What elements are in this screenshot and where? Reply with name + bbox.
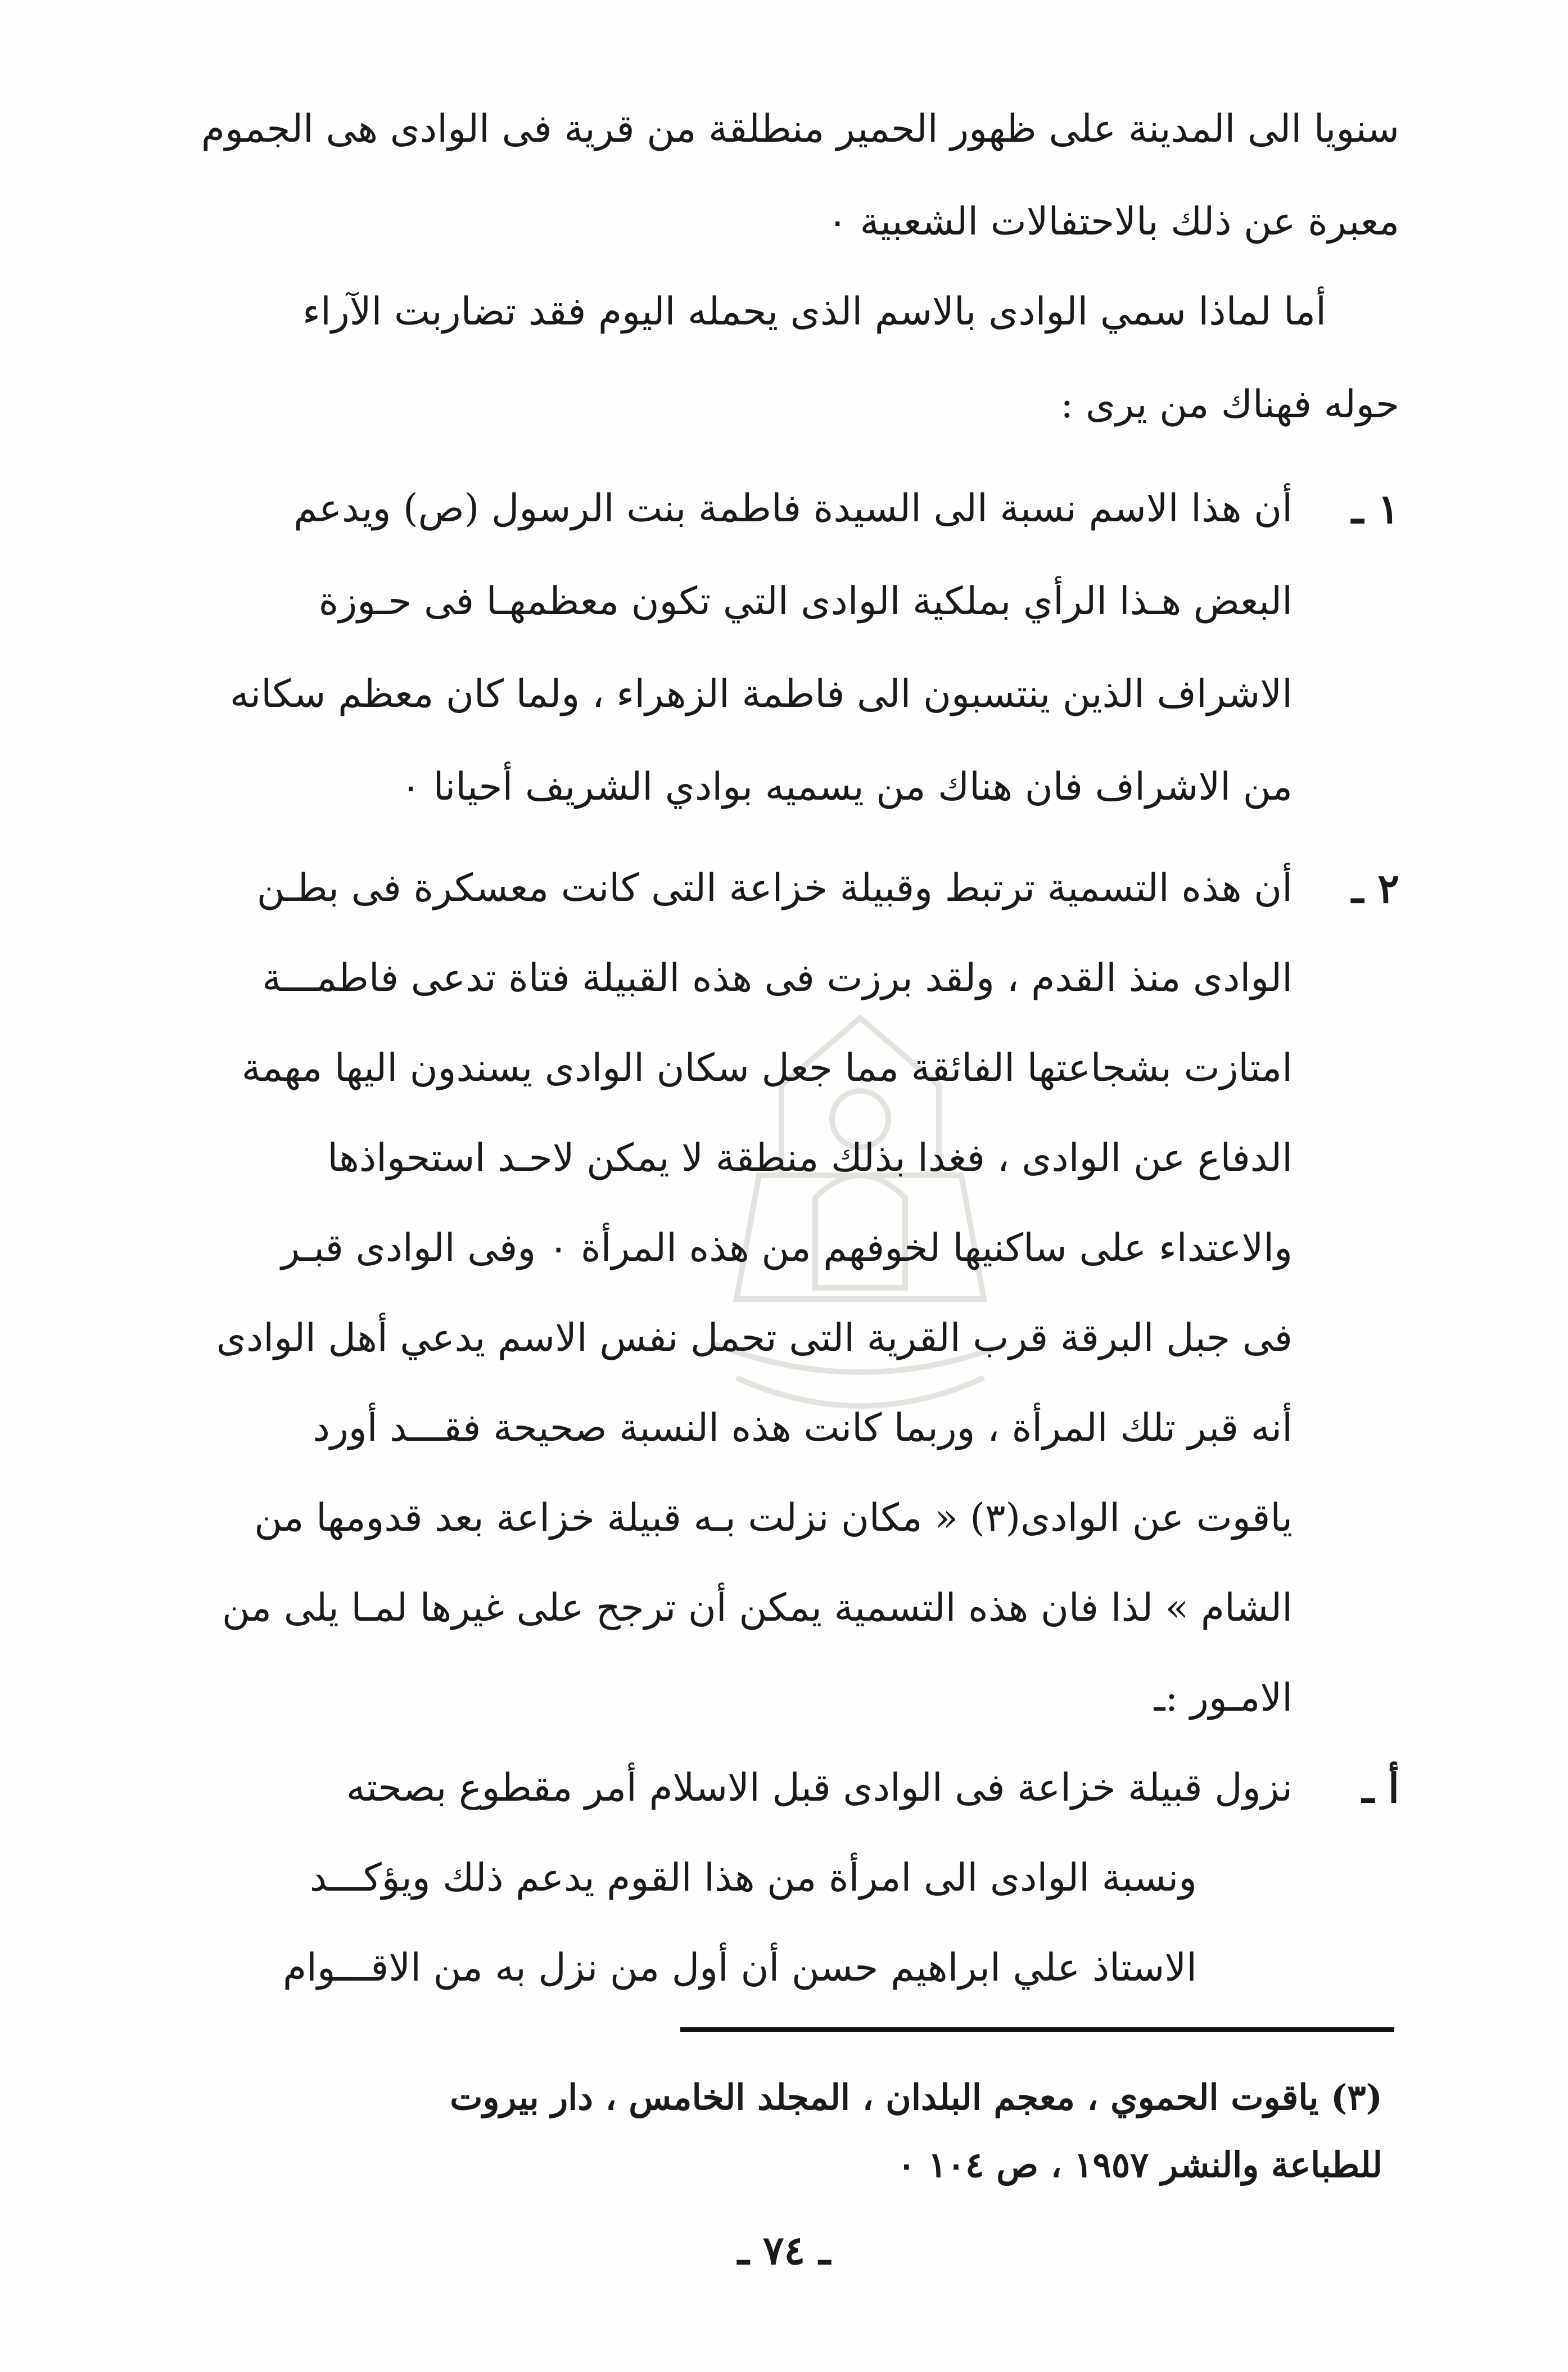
question-line-2: حوله فهناك من يرى : xyxy=(1060,382,1399,427)
list-marker-a: أ ـ xyxy=(1362,1764,1399,1812)
item-2-line-10: الامـور :ـ xyxy=(1154,1676,1293,1720)
item-a-line-1: نزول قبيلة خزاعة فى الوادى قبل الاسلام أمر مقطوع بصحته xyxy=(346,1766,1293,1810)
footnote-divider xyxy=(680,2027,1394,2032)
item-a-line-2: ونسبة الوادى الى امرأة من هذا القوم يدعم ذلك ويؤكـــد xyxy=(309,1856,1197,1900)
item-1-line-4: من الاشراف فان هناك من يسميه بوادي الشريف أحيانا ٠ xyxy=(400,765,1293,809)
list-marker-2: ٢ ـ xyxy=(1352,864,1399,912)
item-2-line-5: والاعتداء على ساكنيها لخوفهم من هذه المرأة ٠ وفى الوادى قبـر xyxy=(281,1226,1293,1270)
item-1-line-1: أن هذا الاسم نسبة الى السيدة فاطمة بنت الرسول (ص) ويدعم xyxy=(293,486,1293,531)
item-2-line-2: الوادى منذ القدم ، ولقد برزت فى هذه القبيلة فتاة تدعى فاطمـــة xyxy=(262,956,1293,1000)
question-line-1: أما لماذا سمي الوادى بالاسم الذى يحمله اليوم فقد تضاربت الآراء xyxy=(302,290,1326,334)
item-a-line-3: الاستاذ علي ابراهيم حسن أن أول من نزل به من الاقـــوام xyxy=(282,1946,1197,1990)
item-1-line-2: البعض هـذا الرأي بملكية الوادى التي تكون معظمهـا فى حـوزة xyxy=(318,579,1293,624)
intro-line-2: معبرة عن ذلك بالاحتفالات الشعبية ٠ xyxy=(827,200,1399,244)
footnote-line-1: (٣) ياقوت الحموي ، معجم البلدان ، المجلد الخامس ، دار بيروت xyxy=(450,2077,1382,2118)
item-2-line-9: الشام » لذا فان هذه التسمية يمكن أن ترجح على غيرها لمـا يلى من xyxy=(222,1586,1293,1630)
item-1-line-3: الاشراف الذين ينتسبون الى فاطمة الزهراء ، ولما كان معظم سكانه xyxy=(229,672,1293,716)
intro-line-1: سنويا الى المدينة على ظهور الحمير منطلقة من قرية فى الوادى هى الجموم xyxy=(201,107,1399,151)
item-2-line-7: أنه قبر تلك المرأة ، وربما كانت هذه النسبة صحيحة فقـــد أورد xyxy=(313,1406,1293,1450)
item-2-line-6: فى جبل البرقة قرب القرية التى تحمل نفس الاسم يدعي أهل الوادى xyxy=(216,1316,1293,1360)
list-marker-1: ١ ـ xyxy=(1352,485,1399,533)
item-2-line-3: امتازت بشجاعتها الفائقة مما جعل سكان الوادى يسندون اليها مهمة xyxy=(241,1046,1293,1090)
item-2-line-8: ياقوت عن الوادى(٣) « مكان نزلت بـه قبيلة خزاعة بعد قدومها من xyxy=(254,1496,1293,1540)
page-number: ـ ٧٤ ـ xyxy=(738,2227,830,2274)
item-2-line-4: الدفاع عن الوادى ، فغدا بذلك منطقة لا يمكن لاحـد استحواذها xyxy=(327,1136,1293,1180)
footnote-line-2: للطباعة والنشر ١٩٥٧ ، ص ١٠٤ ٠ xyxy=(897,2144,1382,2185)
item-2-line-1: أن هذه التسمية ترتبط وقبيلة خزاعة التى كانت معسكرة فى بطـن xyxy=(256,866,1293,910)
